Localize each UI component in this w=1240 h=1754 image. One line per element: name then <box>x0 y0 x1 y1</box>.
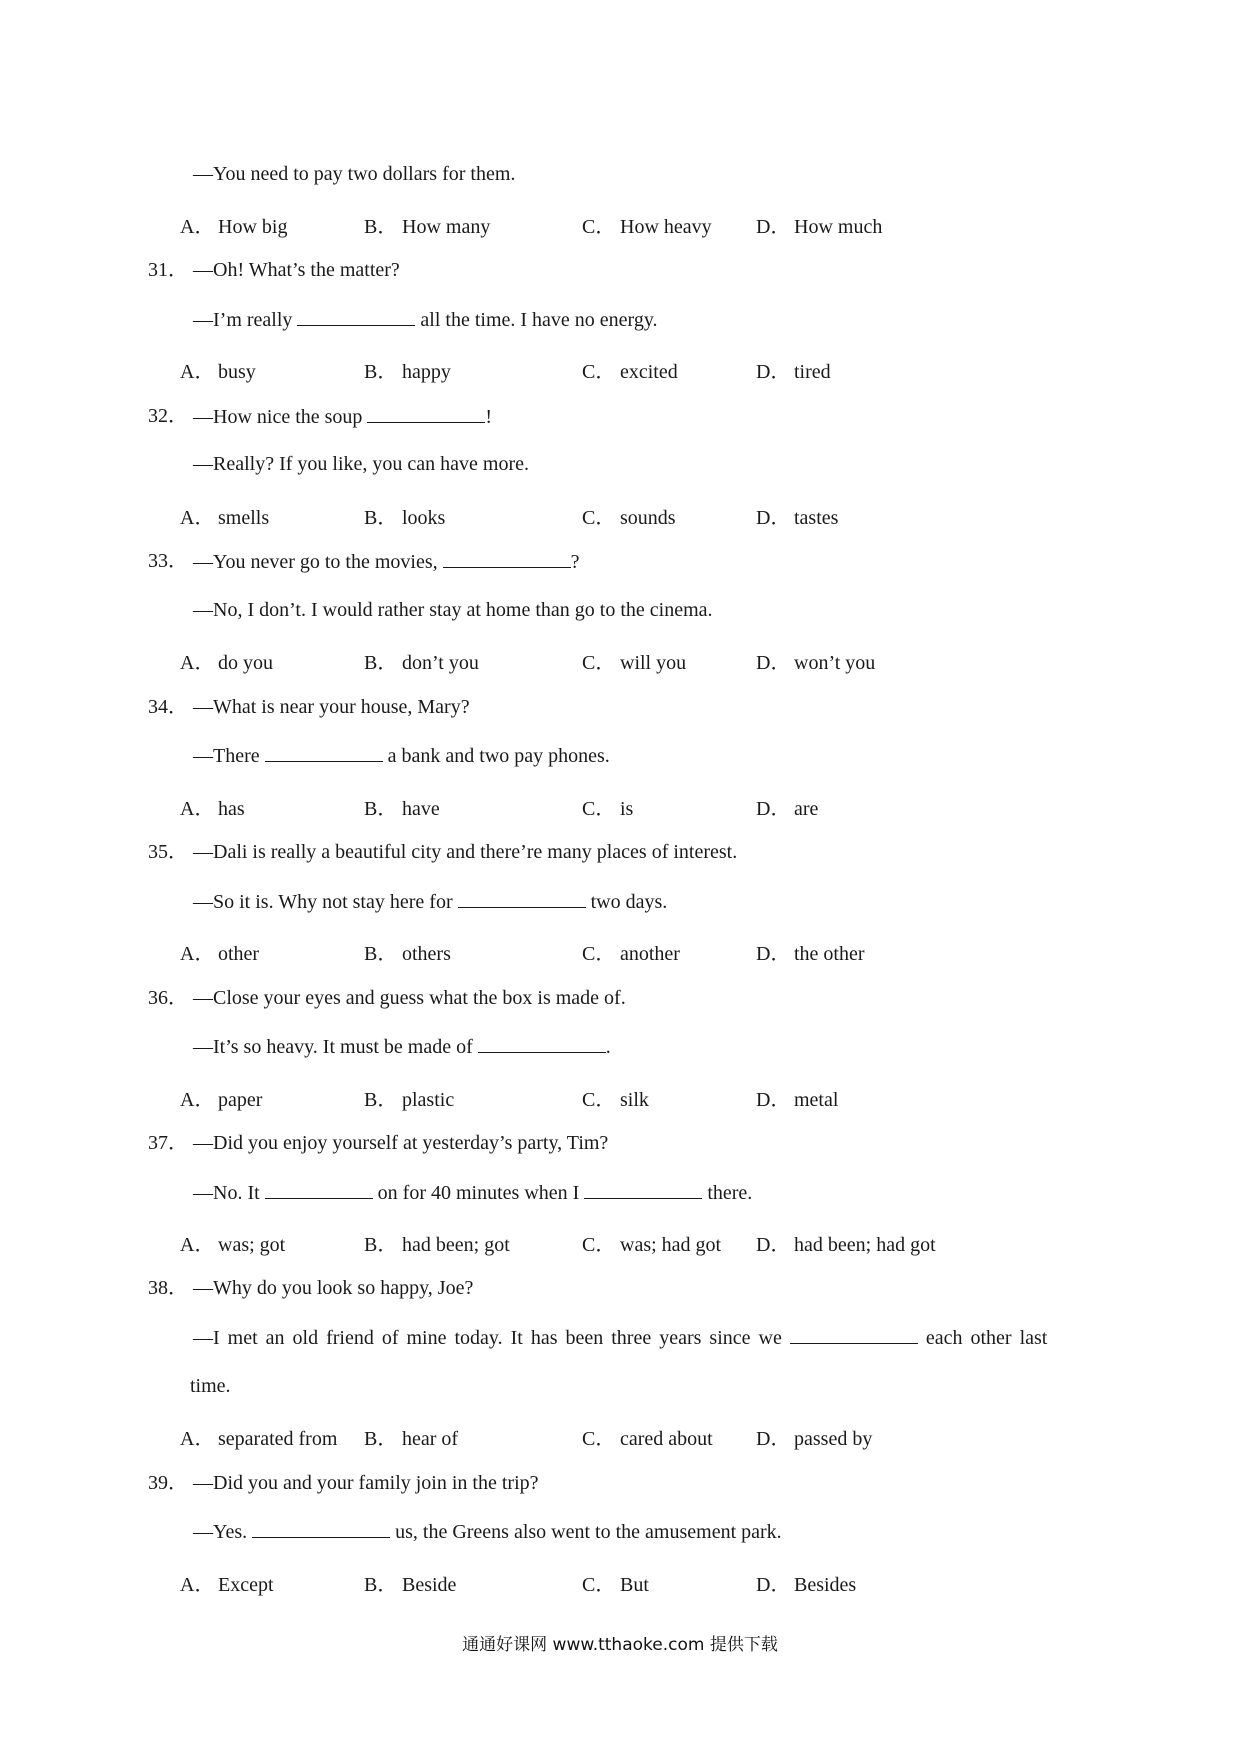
q38-option-a: A． separated from <box>180 1428 338 1450</box>
q30-option-c: C． How heavy <box>582 216 712 238</box>
q37-option-c: C． was; had got <box>582 1234 722 1256</box>
q34-number: 34． <box>148 696 188 718</box>
q31-stem: —Oh! What’s the matter? <box>193 259 400 281</box>
q33-option-d: D． won’t you <box>756 652 876 674</box>
q39-stem: —Did you and your family join in the trip? <box>193 1472 539 1494</box>
page-footer: 通通好课网 www.tthaoke.com 提供下载 <box>462 1635 778 1655</box>
q39-option-d: D． Besides <box>756 1574 857 1596</box>
answer-blank <box>443 549 571 568</box>
q34-option-a: A． has <box>180 798 245 820</box>
q37-reply: —No. It on for 40 minutes when I there. <box>193 1182 753 1204</box>
q34-option-c: C． is <box>582 798 634 820</box>
q37-stem: —Did you enjoy yourself at yesterday’s party, Tim? <box>193 1132 609 1154</box>
q32-option-a: A． smells <box>180 507 270 529</box>
q38-option-c: C． cared about <box>582 1428 713 1450</box>
q37-option-d: D． had been; had got <box>756 1234 936 1256</box>
q35-option-a: A． other <box>180 943 260 965</box>
q39-number: 39． <box>148 1472 188 1494</box>
q36-options <box>0 1083 1240 1111</box>
q37-option-b: B． had been; got <box>364 1234 510 1256</box>
answer-blank <box>478 1034 606 1053</box>
q34-options <box>0 792 1240 820</box>
q37-number: 37． <box>148 1132 188 1154</box>
q35-option-c: C． another <box>582 943 680 965</box>
q32-options <box>0 501 1240 529</box>
q32-option-c: C． sounds <box>582 507 676 529</box>
q32-option-d: D． tastes <box>756 507 839 529</box>
q35-option-b: B． others <box>364 943 451 965</box>
answer-blank <box>265 1180 373 1199</box>
q36-option-c: C． silk <box>582 1089 649 1111</box>
q33-option-a: A． do you <box>180 652 273 674</box>
q34-reply: —There a bank and two pay phones. <box>193 745 610 767</box>
q30-options <box>0 210 1240 238</box>
q39-option-b: B． Beside <box>364 1574 457 1596</box>
answer-blank <box>584 1180 702 1199</box>
q31-option-a: A． busy <box>180 361 256 383</box>
q33-reply: —No, I don’t. I would rather stay at home than go to the cinema. <box>193 599 713 621</box>
q30-option-d: D． How much <box>756 216 883 238</box>
q36-option-a: A． paper <box>180 1089 263 1111</box>
answer-blank <box>790 1325 918 1344</box>
q30-reply: —You need to pay two dollars for them. <box>193 163 516 185</box>
q33-number: 33． <box>148 550 188 572</box>
q34-stem: —What is near your house, Mary? <box>193 696 470 718</box>
q33-options <box>0 646 1240 674</box>
q31-number: 31． <box>148 259 188 281</box>
q36-option-d: D． metal <box>756 1089 839 1111</box>
q32-option-b: B． looks <box>364 507 446 529</box>
q35-reply: —So it is. Why not stay here for two days. <box>193 891 668 913</box>
answer-blank <box>265 743 383 762</box>
q36-stem: —Close your eyes and guess what the box is made of. <box>193 987 626 1009</box>
q37-option-a: A． was; got <box>180 1234 286 1256</box>
q30-option-b: B． How many <box>364 216 491 238</box>
q38-stem: —Why do you look so happy, Joe? <box>193 1277 474 1299</box>
answer-blank <box>367 404 485 423</box>
q38-options <box>0 1422 1240 1450</box>
q35-stem: —Dali is really a beautiful city and there’re many places of interest. <box>193 841 738 863</box>
q36-number: 36． <box>148 987 188 1009</box>
q39-option-c: C． But <box>582 1574 649 1596</box>
q31-option-b: B． happy <box>364 361 451 383</box>
q33-stem: —You never go to the movies, ? <box>193 551 580 573</box>
q38-option-d: D． passed by <box>756 1428 873 1450</box>
q36-reply: —It’s so heavy. It must be made of . <box>193 1036 611 1058</box>
q35-option-d: D． the other <box>756 943 865 965</box>
q36-option-b: B． plastic <box>364 1089 455 1111</box>
q31-options <box>0 355 1240 383</box>
q34-option-d: D． are <box>756 798 819 820</box>
q39-reply: —Yes. us, the Greens also went to the amusement park. <box>193 1521 782 1543</box>
answer-blank <box>458 889 586 908</box>
q30-option-a: A． How big <box>180 216 288 238</box>
q35-number: 35． <box>148 841 188 863</box>
q31-option-c: C． excited <box>582 361 678 383</box>
q37-options <box>0 1228 1240 1256</box>
q38-reply: —I met an old friend of mine today. It has been three years since we each other last <box>193 1327 1048 1349</box>
q32-reply: —Really? If you like, you can have more. <box>193 453 529 475</box>
q39-option-a: A． Except <box>180 1574 274 1596</box>
q32-stem: —How nice the soup ! <box>193 406 493 428</box>
q31-option-d: D． tired <box>756 361 831 383</box>
answer-blank <box>297 307 415 326</box>
q33-option-c: C． will you <box>582 652 687 674</box>
answer-blank <box>252 1519 390 1538</box>
q38-number: 38． <box>148 1277 188 1299</box>
q35-options <box>0 937 1240 965</box>
q38-option-b: B． hear of <box>364 1428 459 1450</box>
q32-number: 32． <box>148 405 188 427</box>
q39-options <box>0 1568 1240 1596</box>
q33-option-b: B． don’t you <box>364 652 479 674</box>
q34-option-b: B． have <box>364 798 440 820</box>
q38-reply-continued: time. <box>190 1375 231 1397</box>
q31-reply: —I’m really all the time. I have no energy. <box>193 309 658 331</box>
